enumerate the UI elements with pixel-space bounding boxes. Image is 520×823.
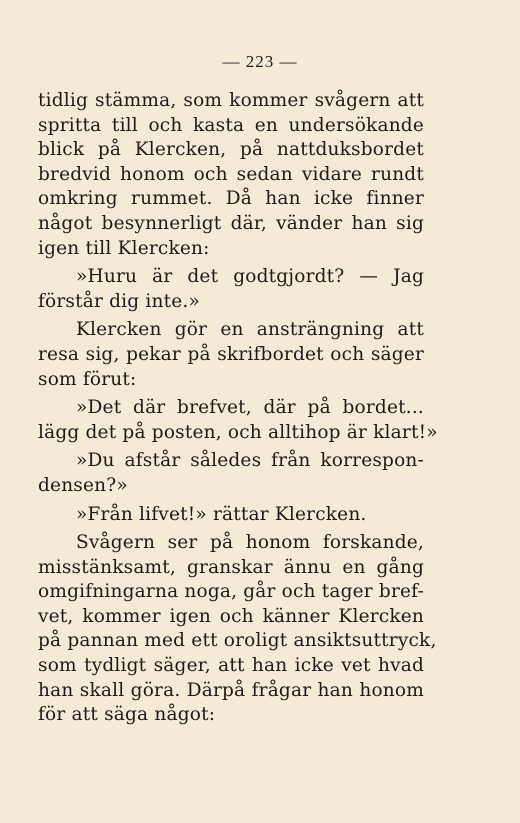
text-line: tidlig stämma, som kommer svågern att	[38, 90, 424, 111]
paragraph	[38, 503, 424, 528]
text-line: lägg det på posten, och alltihop är klart!»	[38, 421, 438, 443]
text-line: något besynnerligt där, vänder han sig	[38, 212, 424, 234]
text-line: bredvid honom och sedan vidare rundt	[38, 163, 424, 185]
text-line: misstänksamt, granskar ännu en gång	[38, 556, 424, 578]
paragraph	[38, 89, 424, 261]
text-line: förstår dig inte.»	[38, 290, 201, 312]
paragraph	[38, 531, 437, 728]
paragraph	[38, 318, 424, 392]
text-line: han skall göra. Därpå frågar han honom	[38, 679, 424, 701]
paragraph	[38, 396, 438, 445]
text-line: som tydligt säger, att han icke vet hvad	[38, 655, 424, 677]
text-line: omgifningarna noga, går och tager bref-	[38, 581, 425, 603]
text-line: vet, kommer igen och känner Klercken	[38, 605, 424, 627]
text-line: som förut:	[38, 368, 137, 390]
text-line: resa sig, pekar på skrifbordet och säger	[38, 343, 424, 365]
text-line: »Du afstår således från korrespon-	[76, 450, 424, 472]
text-line: densen?»	[38, 474, 128, 496]
text-line: »Det där brefvet, där på bordet...	[76, 397, 424, 419]
body-text	[38, 89, 438, 728]
text-line: »Huru är det godtgjordt? — Jag	[76, 266, 424, 288]
text-line: igen till Klercken:	[38, 237, 210, 259]
text-line: »Från lifvet!» rättar Klercken.	[76, 503, 367, 525]
text-line: blick på Klercken, på nattduksbordet	[38, 139, 424, 161]
text-line: på pannan med ett oroligt ansiktsuttryck,	[38, 630, 437, 652]
text-line: spritta till och kasta en undersökande	[38, 114, 424, 136]
page-number: — 223 —	[222, 52, 298, 71]
text-line: för att säga något:	[38, 704, 216, 726]
paragraph	[38, 449, 424, 498]
text-line: Klercken gör en ansträngning att	[76, 319, 424, 341]
text-line: omkring rummet. Då han icke finner	[38, 188, 424, 210]
text-line: Svågern ser på honom forskande,	[76, 532, 424, 554]
paragraph	[38, 265, 424, 314]
